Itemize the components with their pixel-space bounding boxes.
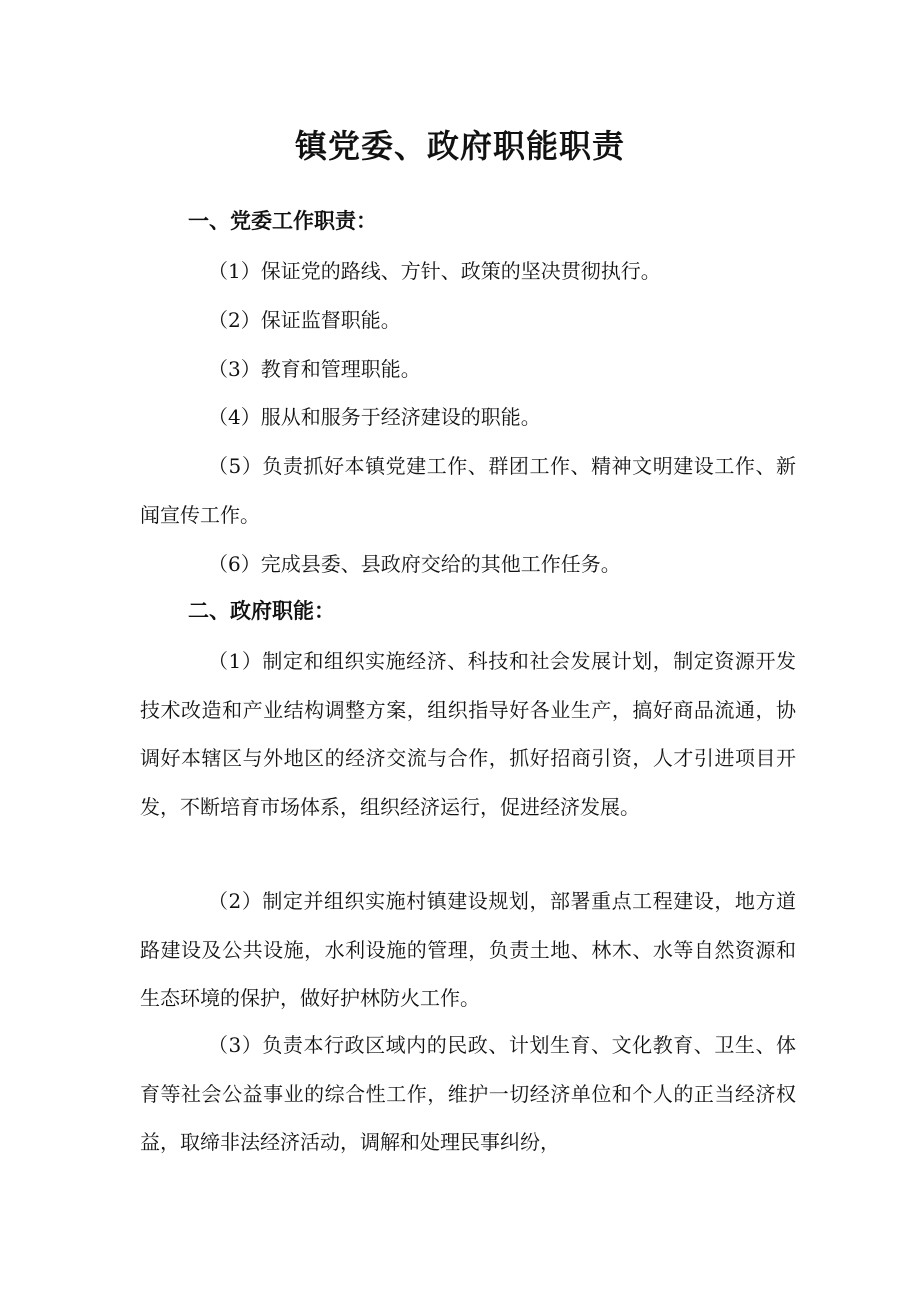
government-function-item-1: （1）制定和组织实施经济、科技和社会发展计划，制定资源开发技术改造和产业结构调整方案，组织指导好各业生产，搞好商品流通，协调好本辖区与外地区的经济交流与合作，抓好招商引资，人才引进项目开发，不断培育市场体系，组织经济运行，促进经济发展。 [140,649,796,820]
party-duty-item-6: （6）完成县委、县政府交给的其他工作任务。 [208,552,621,576]
government-function-item-3: （3）负责本行政区域内的民政、计划生育、文化教育、卫生、体育等社会公益事业的综合性工作，维护一切经济单位和个人的正当经济权益，取缔非法经济活动，调解和处理民事纠纷， [140,1033,796,1155]
party-duty-item-4: （4）服从和服务于经济建设的职能。 [208,405,541,429]
section-heading-government: 二、政府职能： [188,599,335,623]
government-function-item-2: （2）制定并组织实施村镇建设规划，部署重点工程建设，地方道路建设及公共设施，水利设施的管理，负责土地、林木、水等自然资源和生态环境的保护，做好护林防火工作。 [140,889,796,1011]
party-duty-item-2: （2）保证监督职能。 [208,308,401,332]
section-heading-party: 一、党委工作职责： [188,209,377,233]
party-duty-item-5: （5）负责抓好本镇党建工作、群团工作、精神文明建设工作、新闻宣传工作。 [140,454,796,527]
party-duty-item-1: （1）保证党的路线、方针、政策的坚决贯彻执行。 [208,259,661,283]
document-title: 镇党委、政府职能职责 [294,127,625,165]
party-duty-item-3: （3）教育和管理职能。 [208,357,421,381]
